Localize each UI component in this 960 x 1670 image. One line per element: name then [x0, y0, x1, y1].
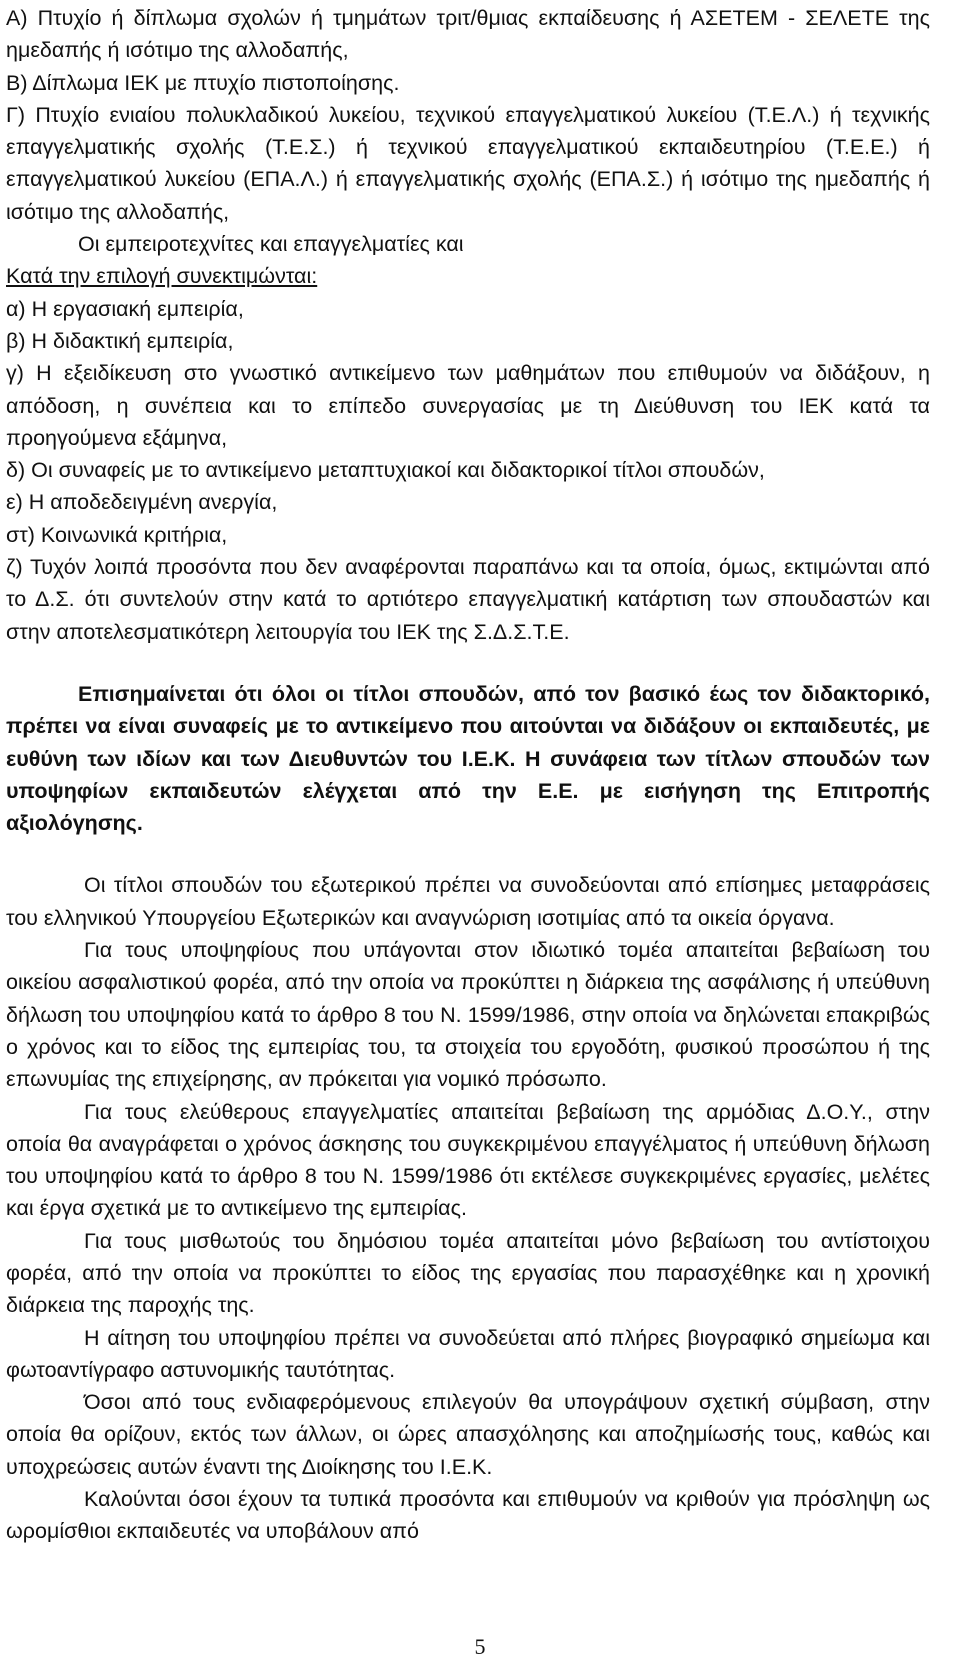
- paragraph-freelancers: Για τους ελεύθερους επαγγελματίες απαιτείται βεβαίωση της αρμόδιας Δ.Ο.Υ., στην οποία θα αναγράφεται ο χρόνος άσκησης του συγκεκριμένου επαγγέλματος ή υπεύθυνη δήλωση του υποψηφίου κατά το άρθρο 8 του Ν. 1599/1986 ότι εκτέλεσε συγκεκριμένες εργασίες, μελέτες και έργα σχετικά με το αντικείμενο της εμπειρίας.: [6, 1099, 930, 1221]
- document-page: [6, 2, 930, 1548]
- page-number: 5: [474, 1634, 486, 1659]
- criteria-heading: Κατά την επιλογή συνεκτιμώνται:: [6, 264, 318, 289]
- paragraph-private-sector: Για τους υποψηφίους που υπάγονται στον ιδιωτικό τομέα απαιτείται βεβαίωση του οικείου ασφαλιστικού φορέα, από την οποία να προκύπτει η διάρκεια της ασφάλισης ή υπεύθυνη δήλωση του υποψηφίου κατά το άρθρο 8 του Ν. 1599/1986, στην οποία να δηλώνεται επακριβώς ο χρόνος και το είδος της εμπειρίας του, τα στοιχεία του εργοδότη, φυσικού προσώπου ή της επωνυμίας της επιχείρησης, αν πρόκειται για νομικό πρόσωπο.: [6, 938, 930, 1092]
- paragraph-foreign-titles: Οι τίτλοι σπουδών του εξωτερικού πρέπει να συνοδεύονται από επίσημες μεταφράσεις του ελληνικού Υπουργείου Εξωτερικών και αναγνώριση ισοτιμίας από τα οικεία όργανα.: [6, 873, 930, 930]
- craftsmen-line: Οι εμπειροτεχνίτες και επαγγελματίες και: [78, 232, 464, 257]
- criterion-f: στ) Κοινωνικά κριτήρια,: [6, 522, 228, 547]
- qualification-c: Γ) Πτυχίο ενιαίου πολυκλαδικού λυκείου, τεχνικού επαγγελματικού λυκείου (Τ.Ε.Λ.) ή τεχνικής επαγγελματικής σχολής (Τ.Ε.Σ.) ή τεχνικού επαγγελματικού εκπαιδευτηρίου (Τ.Ε.Ε.) ή επαγγελματικού λυκείου (ΕΠΑ.Λ.) ή επαγγελματικής σχολής (ΕΠΑ.Σ.) ή ισότιμο της ημεδαπής ή ισότιμο της αλλοδαπής,: [6, 102, 930, 224]
- qualification-a: Α) Πτυχίο ή δίπλωμα σχολών ή τμημάτων τριτ/θμιας εκπαίδευσης ή ΑΣΕΤΕΜ - ΣΕΛΕΤΕ της ημεδαπής ή ισότιμο της αλλοδαπής,: [6, 6, 930, 63]
- criterion-c: γ) Η εξειδίκευση στο γνωστικό αντικείμενο των μαθημάτων που επιθυμούν να διδάξουν, η απόδοση, η συνέπεια και το επίπεδο συνεργασίας με τη Διεύθυνση του ΙΕΚ κατά τα προηγούμενα εξάμηνα,: [6, 361, 930, 450]
- criterion-g: ζ) Τυχόν λοιπά προσόντα που δεν αναφέρονται παραπάνω και τα οποία, όμως, εκτιμώνται από το Δ.Σ. ότι συντελούν στην κατά το αρτιότερο επαγγελματική κατάρτιση των σπουδαστών και στην αποτελεσματικότερη λειτουργία του ΙΕΚ της Σ.Δ.Σ.Τ.Ε.: [6, 555, 930, 644]
- paragraph-application: Η αίτηση του υποψηφίου πρέπει να συνοδεύεται από πλήρες βιογραφικό σημείωμα και φωτοαντίγραφο αστυνομικής ταυτότητας.: [6, 1325, 930, 1382]
- criterion-d: δ) Οι συναφείς με το αντικείμενο μεταπτυχιακοί και διδακτορικοί τίτλοι σπουδών,: [6, 458, 765, 483]
- bold-notice: Επισημαίνεται ότι όλοι οι τίτλοι σπουδών, από τον βασικό έως τον διδακτορικό, πρέπει να είναι συναφείς με το αντικείμενο που αιτούνται να διδάξουν οι εκπαιδευτές, με ευθύνη των ιδίων και των Διευθυντών του Ι.Ε.Κ. Η συνάφεια των τίτλων σπουδών των υποψηφίων εκπαιδευτών ελέγχεται από την Ε.Ε. με εισήγηση της Επιτροπής αξιολόγησης.: [6, 681, 930, 836]
- criterion-a: α) Η εργασιακή εμπειρία,: [6, 296, 244, 321]
- criterion-b: β) Η διδακτική εμπειρία,: [6, 328, 234, 353]
- paragraph-invitation: Καλούνται όσοι έχουν τα τυπικά προσόντα και επιθυμούν να κριθούν για πρόσληψη ως ωρομίσθιοι εκπαιδευτές να υποβάλουν από: [6, 1487, 930, 1544]
- qualification-b: Β) Δίπλωμα ΙΕΚ με πτυχίο πιστοποίησης.: [6, 70, 400, 95]
- paragraph-contract: Όσοι από τους ενδιαφερόμενους επιλεγούν θα υπογράψουν σχετική σύμβαση, στην οποία θα ορίζουν, εκτός των άλλων, οι ώρες απασχόλησης και αποζημίωσής τους, καθώς και υποχρεώσεις αυτών έναντι της Διοίκησης του Ι.Ε.Κ.: [6, 1390, 930, 1479]
- paragraph-public-sector: Για τους μισθωτούς του δημόσιου τομέα απαιτείται μόνο βεβαίωση του αντίστοιχου φορέα, από την οποία να προκύπτει το είδος της εργασίας που παρασχέθηκε και η χρονική διάρκεια της παροχής της.: [6, 1228, 930, 1318]
- criterion-e: ε) Η αποδεδειγμένη ανεργία,: [6, 490, 278, 515]
